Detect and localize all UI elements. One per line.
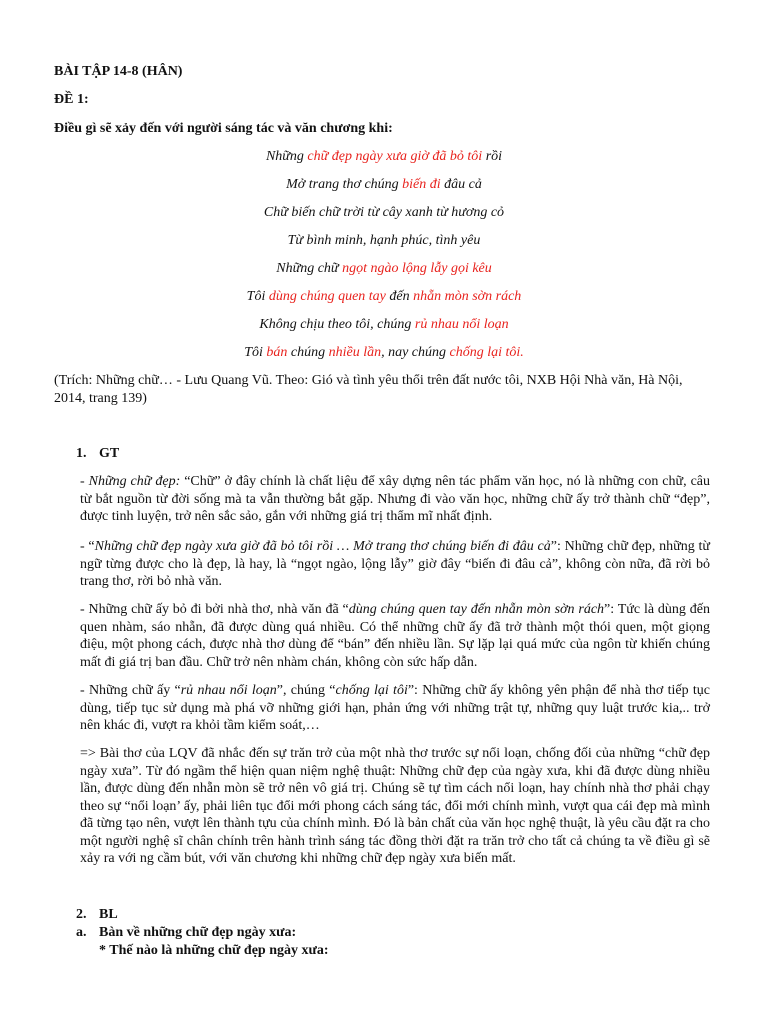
paragraph-text: “Chữ” ở đây chính là chất liệu để xây dựng nên tác phẩm văn học, nó là những con chữ, câu từ bắt nguồn từ đời sống mà ta vẫn thường bắt gặp. Nhưng đi vào văn học, những chữ ấy trở thành chữ “đẹp”, được tinh luyện, trở nên sắc sảo, gắn với những giá trị thẩm mĩ nhất định. (80, 474, 710, 524)
paragraph-2 (80, 538, 710, 591)
paragraph-4 (80, 682, 710, 735)
subsection-a-label: Bàn về những chữ đẹp ngày xưa: (99, 925, 297, 940)
question-heading: Điều gì sẽ xảy đến với người sáng tác và văn chương khi: (54, 121, 393, 136)
poem-line (0, 345, 768, 361)
section-1-number: 1. (76, 446, 87, 461)
highlighted-phrase: nhiều lần (328, 345, 382, 360)
poem-line (0, 205, 768, 221)
poem-line (0, 261, 768, 277)
doc-subtitle: ĐỀ 1: (54, 92, 89, 107)
poem-text: Mở trang thơ chúng (286, 177, 403, 192)
poem-text: đâu cả (440, 177, 482, 192)
poem-line (0, 149, 768, 165)
highlighted-phrase: nhẵn mòn sờn rách (413, 289, 522, 304)
doc-title: BÀI TẬP 14-8 (HÂN) (54, 64, 183, 79)
poem-line (0, 289, 768, 305)
paragraph-text: - Những chữ ấy “ (80, 683, 181, 698)
quoted-phrase: Những chữ đẹp ngày xưa giờ đã bỏ tôi rồi … Mở trang thơ chúng biến đi đâu cả (94, 539, 551, 554)
poem-text: Những chữ (276, 261, 343, 276)
paragraph-text: - Những chữ ấy bỏ đi bởi nhà thơ, nhà văn đã “ (80, 602, 349, 617)
highlighted-phrase: bán (266, 345, 288, 360)
poem-text: , nay chúng (381, 345, 450, 360)
paragraph-text: - “ (80, 539, 95, 554)
subsection-a-number: a. (76, 925, 87, 940)
poem-line (0, 317, 768, 333)
highlighted-phrase: chữ đẹp ngày xưa giờ đã bỏ tôi (307, 149, 483, 164)
poem-text: Không chịu theo tôi, chúng (259, 317, 415, 332)
poem-text: Tôi (244, 345, 267, 360)
paragraph-3 (80, 601, 710, 671)
highlighted-phrase: chống lại tôi. (449, 345, 524, 360)
section-1-label: GT (99, 446, 120, 461)
section-2-heading (76, 907, 118, 923)
section-2-label: BL (99, 907, 118, 922)
paragraph-text: ”: Những chữ đẹp, những từ ngữ từng được cho là đẹp, là hay, là “ngọt ngào, lộng lẫy” giờ đây “biến đi đâu cả”, không còn nữa, đã rời bỏ trang thơ, rời bỏ nhà văn. (80, 539, 710, 589)
subsection-a-heading (76, 925, 296, 941)
highlighted-phrase: dùng chúng quen tay (268, 289, 386, 304)
paragraph-text: ”: Những chữ ấy không yên phận để nhà thơ tiếp tục dùng, tiếp tục sử dụng mà phá vỡ những giới hạn, phản ứng với những trật tự, những quy luật trước kia,.. trở nên khác đi, vượt ra khỏi tầm kiểm soát,… (80, 683, 710, 733)
paragraph-5 (80, 745, 710, 868)
highlighted-phrase: ngọt ngào lộng lẫy gọi kêu (342, 261, 492, 276)
poem-text: Tôi (246, 289, 269, 304)
poem-line (0, 233, 768, 249)
poem-text: Chữ biến chữ trời từ cây xanh từ hương cỏ (263, 205, 505, 220)
poem-text: đến (385, 289, 414, 304)
quoted-phrase: chống lại tôi (335, 683, 408, 698)
quoted-phrase: dùng chúng quen tay đến nhẵn mòn sờn rách (348, 602, 605, 617)
highlighted-phrase: biến đi (402, 177, 441, 192)
quoted-phrase: rủ nhau nổi loạn (180, 683, 277, 698)
poem-text: Những (265, 149, 308, 164)
quoted-phrase: Những chữ đẹp: (88, 474, 181, 489)
source-citation: (Trích: Những chữ… - Lưu Quang Vũ. Theo: Gió và tình yêu thổi trên đất nước tôi, NXB Hội Nhà văn, Hà Nội, 2014, trang 139) (54, 373, 683, 406)
paragraph-text: => Bài thơ của LQV đã nhắc đến sự trăn trở của một nhà thơ trước sự nổi loạn, chống đối của những “chữ đẹp ngày xưa”. Từ đó ngầm thể hiện quan niệm nghệ thuật: Những chữ đẹp của ngày xưa, khi đã được dùng nhiều lần, được dùng đến nhẵn mòn sẽ trở nên vô giá trị. Chúng sẽ tự tìm cách nổi loạn, hay chính nhà thơ phải chạy theo sự “nổi loạn’ ấy, phải liên tục đổi mới phong cách sáng tác, đổi mới chính mình, vượt qua cái đẹp mà mình đã từng tạo nên, vượt lên thành tựu của chính mình. Đó là bản chất của văn học nghệ thuật, là yêu cầu đặt ra cho một người nghệ sĩ chân chính trên hành trình sáng tác đồng thời đặt ra trăn trở cho tất cả chúng ta về điều gì sẽ xảy ra với ng cầm bút, với văn chương khi những chữ đẹp ngày xưa biến mất. (80, 746, 710, 866)
poem-text: rồi (482, 149, 503, 164)
poem-line (0, 177, 768, 193)
section-2-number: 2. (76, 907, 87, 922)
paragraph-text: ”, chúng “ (276, 683, 336, 698)
highlighted-phrase: rủ nhau nổi loạn (414, 317, 509, 332)
subsection-a-question: * Thế nào là những chữ đẹp ngày xưa: (99, 943, 329, 958)
poem-text: chúng (287, 345, 329, 360)
paragraph-1 (80, 473, 710, 526)
poem-text: Từ bình minh, hạnh phúc, tình yêu (287, 233, 481, 248)
section-1-heading (76, 446, 119, 462)
paragraph-text: ”: Tức là dùng đến quen nhàm, sáo nhẵn, đã được dùng quá nhiều. Có thể những chữ ấy đã trở thành một thói quen, một giọng điệu, một phong cách, được nhà thơ dùng để “bán” đến nhiều lần. Sự lặp lại quá mức của ngôn từ khiến chúng mất đi giá trị ban đầu. Chữ trở nên nhàm chán, không còn sức hấp dẫn. (80, 602, 711, 670)
paragraph-text: - (80, 474, 89, 489)
